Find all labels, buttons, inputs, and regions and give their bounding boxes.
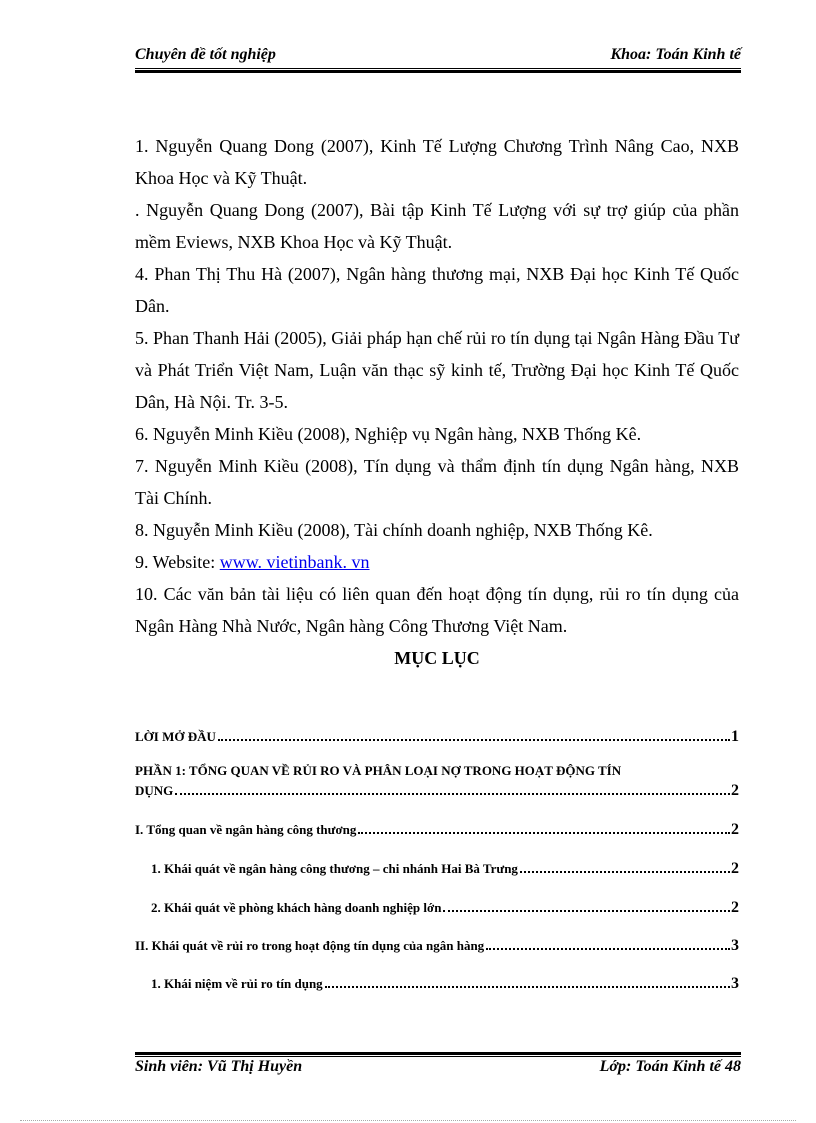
toc-entry[interactable] [135,761,739,801]
page-footer [135,1058,741,1080]
toc-entry-text: I. Tổng quan về ngân hàng công thương [135,822,357,837]
toc-entry-text: II. Khái quát về rủi ro trong hoạt động tín dụng của ngân hàng [135,938,485,953]
toc-entry-text: 1. Khái quát về ngân hàng công thương – chi nhánh Hai Bà Trưng [151,861,518,876]
toc-entry[interactable] [151,898,739,918]
toc-entry[interactable] [135,727,739,747]
toc-entry[interactable] [151,974,739,994]
website-prefix: 9. Website: [135,552,220,572]
reference-item: 1. Nguyễn Quang Dong (2007), Kinh Tế Lượng Chương Trình Nâng Cao, NXB Khoa Học và Kỹ Thuật. [135,136,739,188]
toc-page-number: 2 [731,899,739,916]
toc-leader [218,739,730,741]
website-link[interactable]: www. vietinbank. vn [219,552,370,572]
header-left-text: Chuyên đề tốt nghiệp [135,46,276,63]
footer-right-text: Lớp: Toán Kinh tế 48 [599,1058,741,1075]
toc-entry-text: DỤNG [135,783,174,798]
footer-rule [135,1052,741,1057]
toc-entry[interactable] [151,859,739,879]
reference-item: . Nguyễn Quang Dong (2007), Bài tập Kinh Tế Lượng với sự trợ giúp của phần mềm Eviews, NXB Khoa Học và Kỹ Thuật. [135,200,739,252]
reference-item: 8. Nguyễn Minh Kiều (2008), Tài chính doanh nghiệp, NXB Thống Kê. [135,520,653,540]
toc-page-number: 2 [731,821,739,838]
header-rule [135,68,741,73]
header-right-text: Khoa: Toán Kinh tế [610,46,741,63]
toc-entry-text: 2. Khái quát về phòng khách hàng doanh nghiệp lớn [151,900,442,915]
reference-item: 6. Nguyễn Minh Kiều (2008), Nghiệp vụ Ngân hàng, NXB Thống Kê. [135,424,642,444]
reference-item: 7. Nguyễn Minh Kiều (2008), Tín dụng và thẩm định tín dụng Ngân hàng, NXB Tài Chính. [135,456,739,508]
toc-leader [175,793,730,795]
toc-entry-text: LỜI MỞ ĐẦU [135,729,216,744]
toc-leader [443,910,730,912]
toc-leader [520,871,730,873]
toc-entry[interactable] [135,936,739,956]
toc-entry[interactable] [135,820,739,840]
reference-website [135,546,739,578]
toc-page-number: 2 [731,782,739,799]
toc-leader [325,986,730,988]
toc-leader [358,832,730,834]
toc-entry-text: 1. Khái niệm về rủi ro tín dụng [151,976,323,991]
toc-page-number: 1 [731,728,739,745]
reference-item: 5. Phan Thanh Hải (2005), Giải pháp hạn chế rủi ro tín dụng tại Ngân Hàng Đầu Tư và Phát Triển Việt Nam, Luận văn thạc sỹ kinh tế, Trường Đại học Kinh Tế Quốc Dân, Hà Nội. Tr. 3-5. [135,328,739,412]
toc-page-number: 3 [731,975,739,992]
toc-page-number: 3 [731,937,739,954]
page-break-line [20,1120,796,1121]
toc-leader [486,948,730,950]
reference-item: 4. Phan Thị Thu Hà (2007), Ngân hàng thương mại, NXB Đại học Kinh Tế Quốc Dân. [135,264,739,316]
footer-left-text: Sinh viên: Vũ Thị Huyền [135,1058,303,1075]
toc-entry-text-line1: PHẦN 1: TỔNG QUAN VỀ RỦI RO VÀ PHÂN LOẠI NỢ TRONG HOẠT ĐỘNG TÍN [135,763,622,778]
toc-title: MỤC LỤC [394,648,480,668]
page-header [135,46,741,68]
reference-list [135,130,739,642]
reference-item: 10. Các văn bản tài liệu có liên quan đến hoạt động tín dụng, rủi ro tín dụng của Ngân Hàng Nhà Nước, Ngân hàng Công Thương Việt Nam. [135,584,739,636]
toc-page-number: 2 [731,860,739,877]
